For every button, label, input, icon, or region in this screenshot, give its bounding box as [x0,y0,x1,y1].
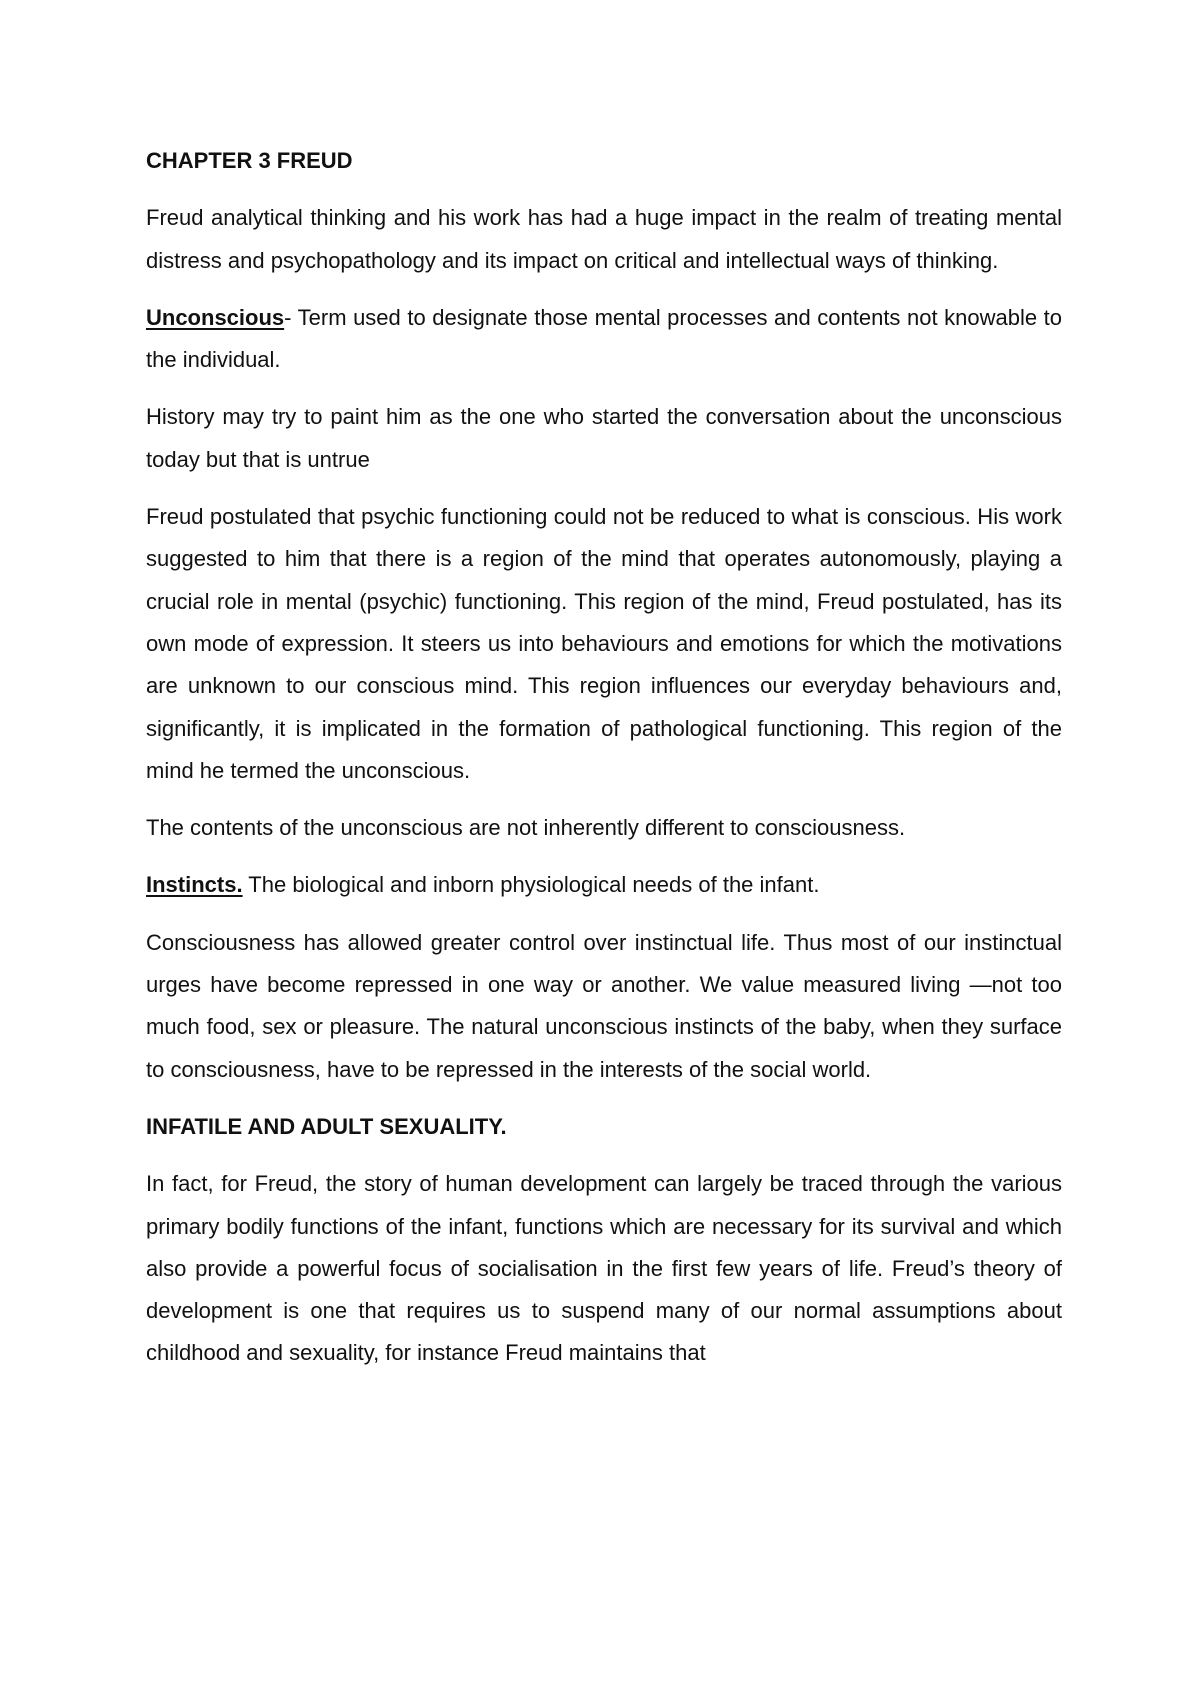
postulate-paragraph: Freud postulated that psychic functioning could not be reduced to what is conscious. His work suggested to him that there is a region of the mind that operates autonomously, playing a crucial role in mental (psychic) functioning. This region of the mind, Freud postulated, has its own mode of expression. It steers us into behaviours and emotions for which the motivations are unknown to our conscious mind. This region influences our everyday behaviours and, significantly, it is implicated in the formation of pathological functioning. This region of the mind he termed the unconscious. [146,504,1062,783]
unconscious-definition-paragraph [146,297,1062,382]
unconscious-term: Unconscious [146,304,285,330]
unconscious-definition: - Term used to designate those mental processes and contents not knowable to the individual. [146,304,1062,373]
instincts-definition: The biological and inborn physiological needs of the infant. [242,872,820,898]
development-paragraph: In fact, for Freud, the story of human development can largely be traced through the various primary bodily functions of the infant, functions which are necessary for its survival and which also provide a powerful focus of socialisation in the first few years of life. Freud’s theory of development is one that requires us to suspend many of our normal assumptions about childhood and sexuality, for instance Freud maintains that [146,1171,1062,1366]
document-page [146,140,1062,1390]
intro-paragraph: Freud analytical thinking and his work has had a huge impact in the realm of treating mental distress and psychopathology and its impact on critical and intellectual ways of thinking. [146,205,1062,273]
history-paragraph: History may try to paint him as the one who started the conversation about the unconscious today but that is untrue [146,404,1062,472]
contents-paragraph: The contents of the unconscious are not inherently different to consciousness. [146,815,906,841]
section-heading: INFATILE AND ADULT SEXUALITY. [146,1113,507,1139]
chapter-title: CHAPTER 3 FREUD [146,148,353,173]
instincts-term: Instincts. [146,872,243,898]
instincts-definition-paragraph [146,864,1062,906]
consciousness-paragraph: Consciousness has allowed greater control over instinctual life. Thus most of our instinctual urges have become repressed in one way or another. We value measured living —not too much food, sex or pleasure. The natural unconscious instincts of the baby, when they surface to consciousness, have to be repressed in the interests of the social world. [146,929,1062,1082]
